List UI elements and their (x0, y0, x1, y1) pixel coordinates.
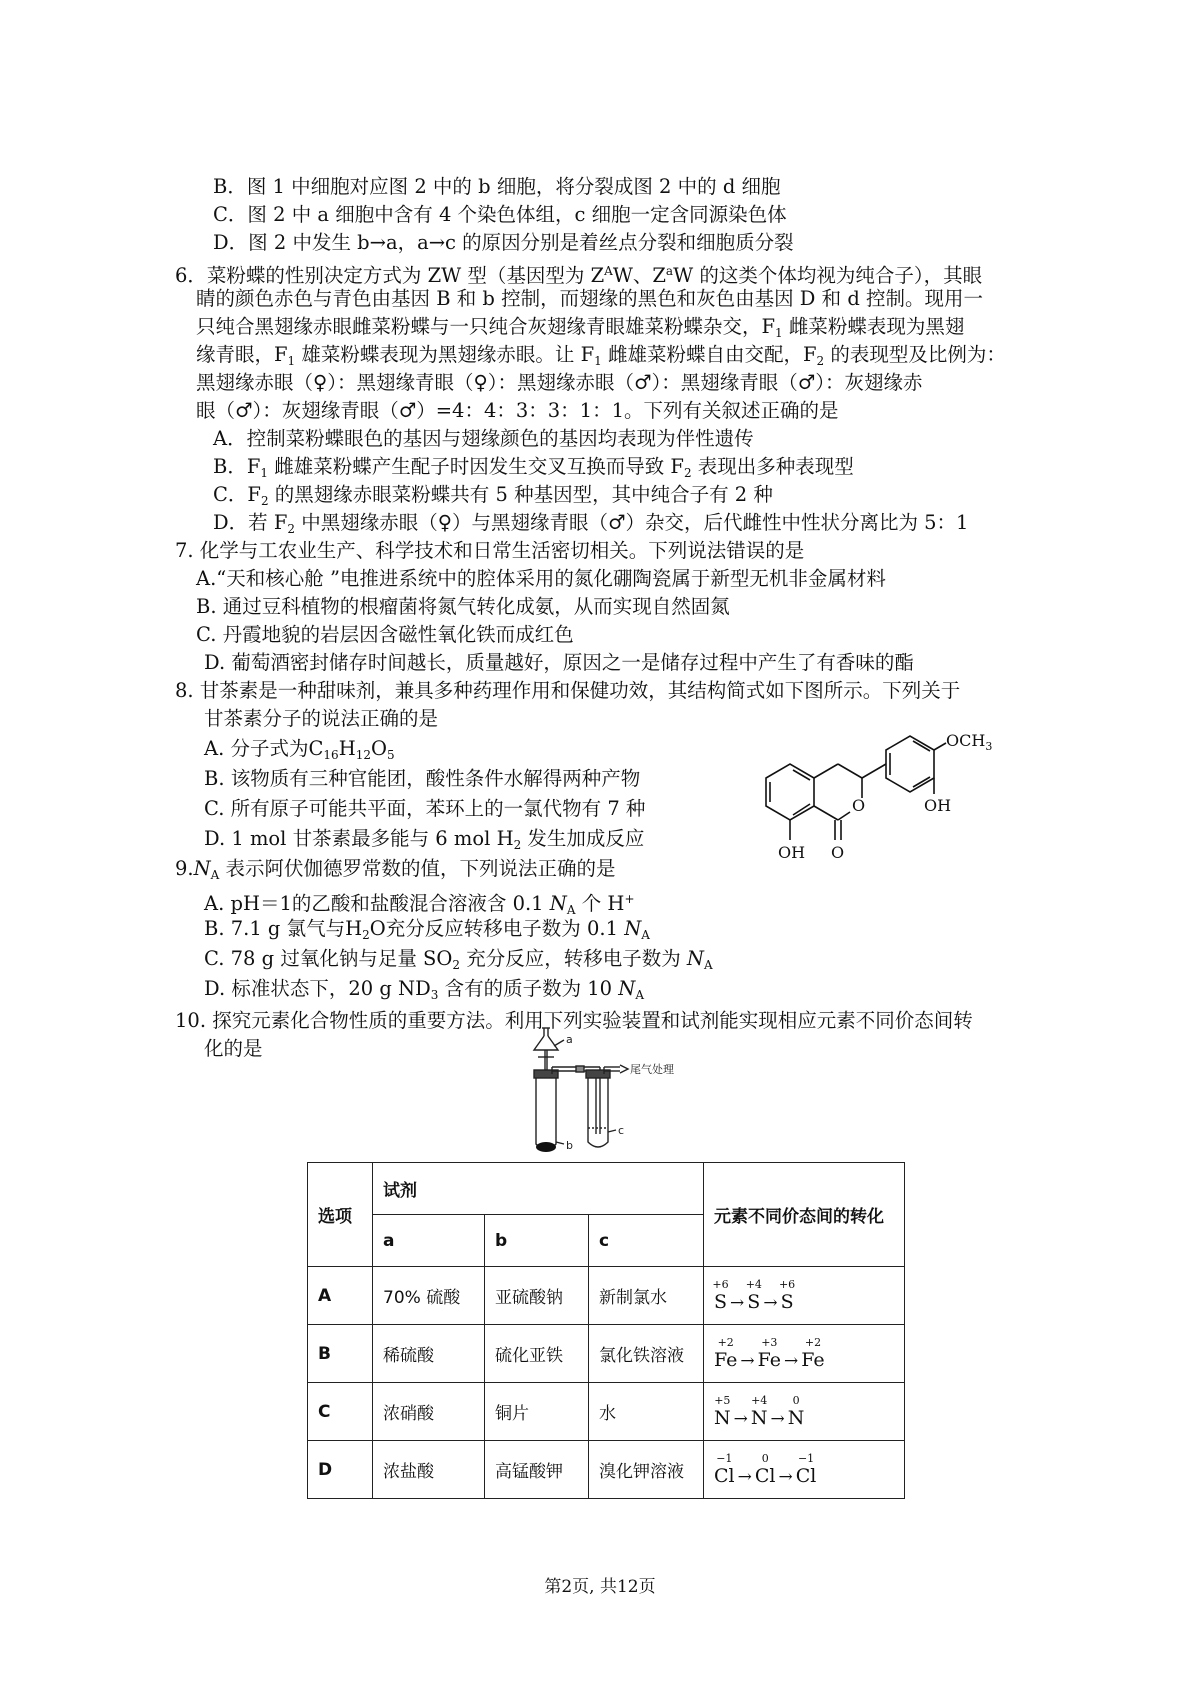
table-cell-conversion: −1 Cl → 0 Cl → −1 Cl (704, 1441, 905, 1499)
table-header-option: 选项 (308, 1163, 373, 1267)
apparatus-label-b: b (566, 1139, 573, 1152)
q5-option-d: D．图 2 中发生 b→a，a→c 的原因分别是着丝点分裂和细胞质分裂 (213, 231, 794, 254)
table-header-reagent: 试剂 (373, 1163, 704, 1215)
q7-option-a: A.“天和核心舱 ”电推进系统中的腔体采用的氮化硼陶瓷属于新型无机非金属材料 (196, 567, 886, 590)
table-header-row (308, 1163, 905, 1215)
q9-option-c: C. 78 g 过氧化钠与足量 $SO_2$ 充分反应，转移电子数为 $N_A$ (204, 947, 713, 972)
apparatus-exhaust-label: 尾气处理 (630, 1063, 674, 1076)
q7-option-d: D. 葡萄酒密封储存时间越长，质量越好，原因之一是储存过程中产生了有香味的酯 (204, 651, 914, 674)
molecule-oh-right-label: OH (924, 796, 952, 815)
q7-option-b: B. 通过豆科植物的根瘤菌将氮气转化成氨，从而实现自然固氮 (196, 595, 730, 618)
valence-3: −1 Cl (795, 1451, 817, 1487)
table-cell-a: 稀硫酸 (373, 1325, 485, 1383)
table-cell-conversion: +2 Fe → +3 Fe → +2 Fe (704, 1325, 905, 1383)
valence-1: +5 N (714, 1393, 731, 1429)
valence-3: +2 Fe (801, 1335, 825, 1371)
table-cell-option: D (308, 1441, 373, 1499)
q6-stem-line-5: 黑翅缘赤眼（♀）：黑翅缘青眼（♀）：黑翅缘赤眼（♂）：黑翅缘青眼（♂）：灰翅缘赤 (196, 371, 923, 394)
q6-stem-line-4: 缘青眼，$F_1$ 雄菜粉蝶表现为黑翅缘赤眼。让 $F_1$ 雌雄菜粉蝶自由交配，$F_2$ 的表现型及比例为： (196, 343, 1006, 368)
valence-2: 0 Cl (754, 1451, 776, 1487)
table-cell-conversion: +5 N → +4 N → 0 N (704, 1383, 905, 1441)
table-header-b: b (485, 1215, 589, 1267)
valence-3: 0 N (787, 1393, 805, 1429)
molecule-keto-oxygen-label: O (831, 843, 845, 862)
molecule-structure-diagram (740, 722, 1000, 872)
q8-stem-line-1: 8. 甘茶素是一种甜味剂，兼具多种药理作用和保健功效，其结构简式如下图所示。下列关于 (175, 679, 961, 702)
table-header-conversion: 元素不同价态间的转化 (704, 1163, 905, 1267)
table-cell-option: B (308, 1325, 373, 1383)
q5-option-c: C．图 2 中 a 细胞中含有 4 个染色体组，c 细胞一定含同源染色体 (213, 203, 787, 226)
q6-option-a: A．控制菜粉蝶眼色的基因与翅缘颜色的基因均表现为伴性遗传 (213, 427, 754, 450)
table-cell-b: 硫化亚铁 (485, 1325, 589, 1383)
q9-option-a: A. pH＝1的乙酸和盐酸混合溶液含 0.1 $N_A$ 个 H+ (204, 892, 635, 917)
valence-2: +4 S (745, 1277, 762, 1313)
table-row (308, 1383, 905, 1441)
molecule-oh-left-label: OH (778, 843, 806, 862)
valence-1: +6 S (712, 1277, 729, 1313)
table-cell-b: 铜片 (485, 1383, 589, 1441)
q6-stem-line-3: 只纯合黑翅缘赤眼雌菜粉蝶与一只纯合灰翅缘青眼雄菜粉蝶杂交，$F_1$ 雌菜粉蝶表现为黑翅 (196, 315, 965, 340)
q8-option-b: B. 该物质有三种官能团，酸性条件水解得两种产物 (204, 767, 641, 790)
q7-option-c: C. 丹霞地貌的岩层因含磁性氧化铁而成红色 (196, 623, 574, 646)
q6-stem-line-6: 眼（♂）：灰翅缘青眼（♂）=4：4：3：3：1：1。下列有关叙述正确的是 (196, 399, 839, 422)
table-row (308, 1441, 905, 1499)
valence-2: +3 Fe (757, 1335, 782, 1371)
table-cell-c: 新制氯水 (589, 1267, 704, 1325)
table-cell-c: 水 (589, 1383, 704, 1441)
q10-stem-line-2: 化的是 (204, 1037, 263, 1060)
q6-option-d: D．若 $F_2$ 中黑翅缘赤眼（♀）与黑翅缘青眼（♂）杂交，后代雌性中性状分离比为 5：1 (213, 511, 969, 536)
apparatus-label-a: a (566, 1033, 573, 1046)
q6-stem-line-2: 睛的颜色赤色与青色由基因 B 和 b 控制，而翅缘的黑色和灰色由基因 D 和 d 控制。现用一 (196, 287, 984, 310)
q8-stem-line-2: 甘茶素分子的说法正确的是 (204, 707, 439, 730)
table-cell-option: A (308, 1267, 373, 1325)
table-cell-b: 亚硫酸钠 (485, 1267, 589, 1325)
q9-stem: $9.N_A$ 表示阿伏伽德罗常数的值，下列说法正确的是 (175, 857, 616, 882)
table-row (308, 1325, 905, 1383)
table-cell-a: 浓硝酸 (373, 1383, 485, 1441)
q8-option-a: A. 分子式为$C_{16}H_{12}O_5$ (204, 737, 395, 762)
table-cell-c: 溴化钾溶液 (589, 1441, 704, 1499)
table-cell-b: 高锰酸钾 (485, 1441, 589, 1499)
table-header-a: a (373, 1215, 485, 1267)
apparatus-label-c: c (618, 1124, 625, 1137)
reagent-table (307, 1162, 905, 1499)
q10-stem-line-1: 10. 探究元素化合物性质的重要方法。利用下列实验装置和试剂能实现相应元素不同价态间转 (175, 1009, 973, 1032)
valence-1: −1 Cl (714, 1451, 735, 1487)
page-number-footer: 第2页, 共12页 (544, 1577, 656, 1597)
table-row (308, 1267, 905, 1325)
q8-option-d: D. 1 mol 甘茶素最多能与 6 mol $H_2$ 发生加成反应 (204, 827, 645, 852)
molecule-ring-oxygen-label: O (852, 796, 866, 815)
q5-option-b: B．图 1 中细胞对应图 2 中的 b 细胞，将分裂成图 2 中的 d 细胞 (213, 175, 781, 198)
experiment-apparatus-diagram (520, 1024, 720, 1164)
valence-2: +4 N (750, 1393, 768, 1429)
q6-option-c: C．$F_2$ 的黑翅缘赤眼菜粉蝶共有 5 种基因型，其中纯合子有 2 种 (213, 483, 773, 508)
table-cell-conversion: +6 S → +4 S → +6 S (704, 1267, 905, 1325)
q9-option-d: D. 标准状态下，20 g $ND_3$ 含有的质子数为 10 $N_A$ (204, 977, 645, 1002)
valence-3: +6 S (778, 1277, 796, 1313)
q9-option-b: B. 7.1 g 氯气与$H_2O$充分反应转移电子数为 0.1 $N_A$ (204, 917, 650, 942)
table-header-c: c (589, 1215, 704, 1267)
molecule-och3-label: $OCH_3$ (946, 731, 993, 753)
q7-stem: 7. 化学与工农业生产、科学技术和日常生活密切相关。下列说法错误的是 (175, 539, 805, 562)
table-cell-c: 氯化铁溶液 (589, 1325, 704, 1383)
q6-stem-line-1: 6．菜粉蝶的性别决定方式为 ZW 型（基因型为 $Z^AW$、$Z^aW$ 的这类个体均视为纯合子），其眼 (175, 264, 983, 287)
q8-option-c: C. 所有原子可能共平面，苯环上的一氯代物有 7 种 (204, 797, 646, 820)
table-cell-a: 浓盐酸 (373, 1441, 485, 1499)
table-cell-a: 70% 硫酸 (373, 1267, 485, 1325)
valence-1: +2 Fe (714, 1335, 738, 1371)
q6-option-b: B．$F_1$ 雌雄菜粉蝶产生配子时因发生交叉互换而导致 $F_2$ 表现出多种表现型 (213, 455, 854, 480)
table-cell-option: C (308, 1383, 373, 1441)
